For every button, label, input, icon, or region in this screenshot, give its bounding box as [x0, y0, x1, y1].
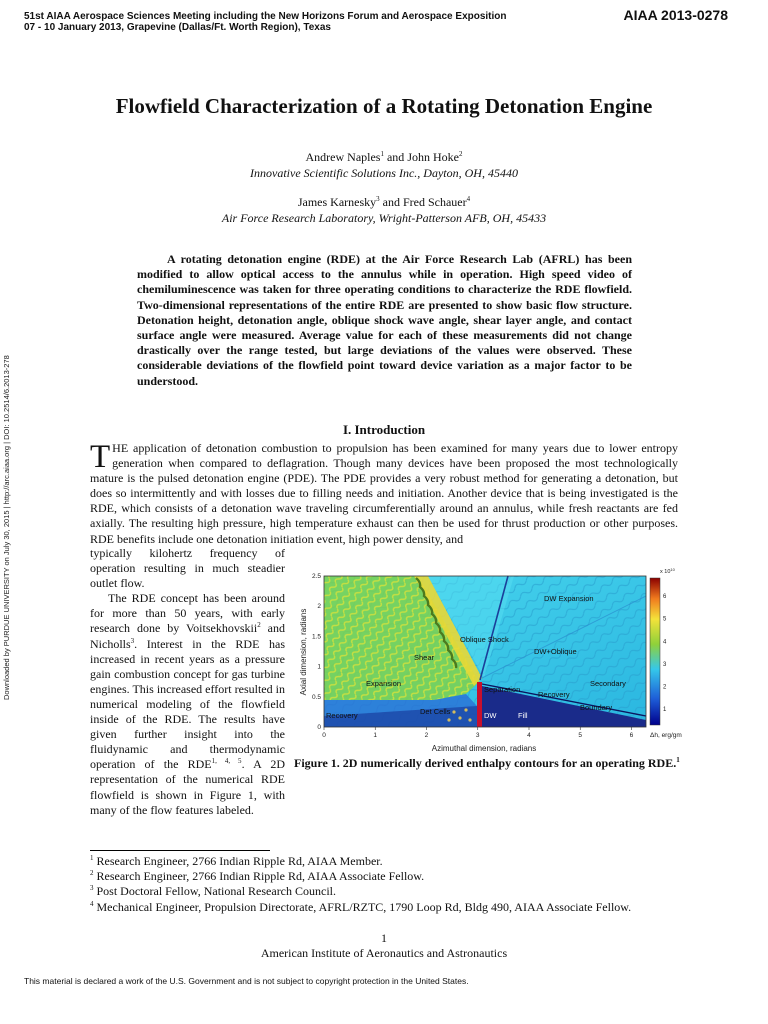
intro-paragraph-1 [90, 441, 678, 547]
intro-paragraph-1-text: HE application of detonation combustion to propulsion has been examined for many years due to lower entropy generation when compared to deflagration. Though many devices have been proposed the most technologically mature is the pulsed detonation engine (PDE). The PDE provides a very robust method for generating a detonation, but does so intermittently and with losses due to filling needs and initiation. Another device that is being investigated is the RDE, which consists of a detonation wave traveling circumferentially around an annulus, while fresh reactants are fed axially. The resulting high pressure, high temperature exhaust can then be used for thrust production or other purposes. RDE benefits include one detonation initiation event, high power density, and [90, 441, 678, 546]
paper-number: AIAA 2013-0278 [623, 7, 728, 23]
intro-paragraph-2 [90, 591, 285, 817]
x-tick-label: 5 [578, 732, 583, 739]
author-conjunction: and [379, 195, 403, 209]
conference-line-1: 51st AIAA Aerospace Sciences Meeting including the New Horizons Forum and Aerospace Exposition [24, 11, 507, 22]
label-dw-oblique: DW+Oblique [534, 647, 577, 656]
label-fill: Fill [518, 711, 528, 720]
page-number: 1 [381, 931, 387, 945]
colorbar-exponent: x $10^{10}$ [660, 567, 675, 575]
footnote-marker: 3 [90, 884, 94, 893]
colorbar-label: Δh, erg/gm [650, 732, 682, 739]
footnote-1 [90, 854, 710, 869]
label-secondary: Secondary [590, 679, 626, 688]
author-name: John Hoke [407, 150, 459, 164]
abstract: A rotating detonation engine (RDE) at the Air Force Research Lab (AFRL) has been modified to allow optical access to the annulus while in operation. High speed video of chemiluminescence was taken for three operating conditions to characterize the RDE flowfield. Two-dimensional representations of the entire RDE are presented to show basic flow structure. Detonation height, detonation angle, oblique shock wave angle, shear layer angle, and contact surface angle were measured. Average value for each of these measurements did not change drastically over the range tested, but large deviations of the values were observed. These considerable deviations of the flowfield point toward device variation as a major factor to be understood. [137, 252, 632, 388]
caption-text: Figure 1. 2D numerically derived enthalpy contours for an operating RDE. [294, 756, 677, 770]
label-oblique-shock: Oblique Shock [460, 635, 509, 644]
colorbar-tick-label: 4 [663, 639, 667, 646]
footnotes [90, 854, 710, 915]
citation-sup: 3 [130, 636, 135, 645]
footnote-3 [90, 884, 710, 899]
author-conjunction: and [383, 150, 408, 164]
label-shear: Shear [414, 653, 435, 662]
affiliation-2 [40, 211, 728, 226]
para-text: The RDE concept has been around for more than 50 years, with early research done by Voitsekhovskii [90, 591, 285, 636]
label-dw: DW [484, 711, 497, 720]
label-recovery-mid: Recovery [538, 690, 570, 699]
y-tick-label: 0.5 [311, 693, 321, 701]
footnote-text: Research Engineer, 2766 Indian Ripple Rd, AIAA Member. [93, 854, 383, 868]
figure-1-enthalpy-contours [294, 566, 688, 766]
footnote-marker: 1 [90, 854, 94, 862]
label-det-cells: Det Cells [420, 707, 451, 716]
intro-narrow-column [90, 546, 285, 818]
y-tick-label: 1 [317, 663, 321, 671]
x-tick-label: 6 [629, 732, 634, 739]
colorbar-tick-label: 5 [663, 616, 667, 623]
footnote-marker: 4 [90, 899, 94, 908]
y-axis-label: Axial dimension, radians [299, 608, 308, 696]
author-line-1 [40, 150, 728, 165]
colorbar-tick-label: 1 [663, 707, 667, 714]
figure-1-caption [294, 756, 688, 770]
y-tick-label: 2.5 [311, 573, 321, 580]
x-tick-label: 4 [527, 732, 531, 739]
x-tick-labels [322, 727, 633, 739]
section-heading: I. Introduction [342, 422, 426, 437]
author-sup: 2 [458, 150, 463, 158]
drop-cap: T [90, 439, 111, 475]
y-tick-label: 0 [317, 724, 321, 731]
colorbar-tick-label: 2 [663, 684, 667, 691]
x-tick-label: 0 [322, 732, 326, 739]
footnote-text: Research Engineer, 2766 Indian Ripple Rd, AIAA Associate Fellow. [93, 869, 425, 884]
affiliation-text: Air Force Research Laboratory, Wright-Patterson AFB, OH, 45433 [221, 211, 547, 225]
author-sup: 1 [380, 150, 384, 158]
colorbar-tick-label: 3 [663, 661, 667, 668]
paper-title: Flowfield Characterization of a Rotating Detonation Engine [115, 94, 653, 118]
affiliation-1 [40, 166, 728, 181]
colorbar-tick-labels [663, 594, 667, 713]
x-tick-label: 1 [373, 732, 378, 739]
footnote-rule [90, 850, 270, 851]
para-text: . A 2D representation of the numerical RDE flowfield is shown in Figure 1, with many of the flow features labeled. [90, 757, 285, 817]
author-name: Fred Schauer [402, 195, 467, 209]
colorbar [650, 567, 682, 739]
y-tick-labels [312, 573, 321, 731]
footnote-4 [90, 900, 710, 915]
x-tick-label: 2 [424, 732, 429, 739]
footnote-text: Post Doctoral Fellow, National Research Council. [93, 884, 337, 899]
x-axis-label: Azimuthal dimension, radians [431, 744, 537, 753]
author-line-2 [40, 195, 728, 210]
citation-sup: 1, 4, 5 [211, 757, 242, 766]
label-separation: Separation [484, 685, 521, 694]
download-sidebar-text: Downloaded by PURDUE UNIVERSITY on July 30, 2015 | http://arc.aiaa.org | DOI: 10.2514/6.2013-278 [2, 355, 11, 700]
author-sup: 3 [376, 195, 380, 203]
author-name: Andrew Naples [305, 150, 381, 164]
citation-sup: 2 [257, 621, 261, 630]
intro-paragraph-1-continued: typically kilohertz frequency of operation resulting in much steadier outlet flow. [90, 546, 285, 591]
footnote-2 [90, 869, 710, 884]
affiliation-text: Innovative Scientific Solutions Inc., Dayton, OH, 45440 [250, 166, 518, 180]
y-tick-label: 1.5 [311, 633, 321, 641]
x-tick-label: 3 [475, 732, 480, 739]
para-text: and Nicholls [90, 621, 286, 651]
conference-header [24, 11, 507, 33]
government-work-notice: This material is declared a work of the U.S. Government and is not subject to copyright protection in the United States. [24, 976, 469, 986]
author-sup: 4 [466, 195, 471, 203]
label-expansion: Expansion [366, 679, 402, 688]
caption-citation-sup: 1 [676, 756, 680, 764]
label-dw-expansion: DW Expansion [544, 594, 594, 603]
y-tick-label: 2 [317, 603, 321, 611]
label-recovery-left: Recovery [326, 711, 358, 720]
footnote-text: Mechanical Engineer, Propulsion Directorate, AFRL/RZTC, 1790 Loop Rd, Bldg 490, AIAA Associate Fellow. [93, 899, 632, 914]
author-name: James Karnesky [297, 195, 377, 209]
publisher-line: American Institute of Aeronautics and Astronautics [260, 946, 508, 960]
label-boundary: Boundary [580, 703, 613, 712]
colorbar-tick-label: 6 [663, 594, 667, 601]
para-text: . Interest in the RDE has increased in recent years as a pressure gain combustion concept for gas turbine engines. This increased effort resulted in numerical modeling of the flowfield inside of the RDE. The results have given further insight into the fluidynamic and thermodynamic operation of the RDE [90, 636, 285, 772]
conference-line-2: 07 - 10 January 2013, Grapevine (Dallas/Ft. Worth Region), Texas [24, 22, 331, 33]
footnote-marker: 2 [90, 869, 94, 878]
